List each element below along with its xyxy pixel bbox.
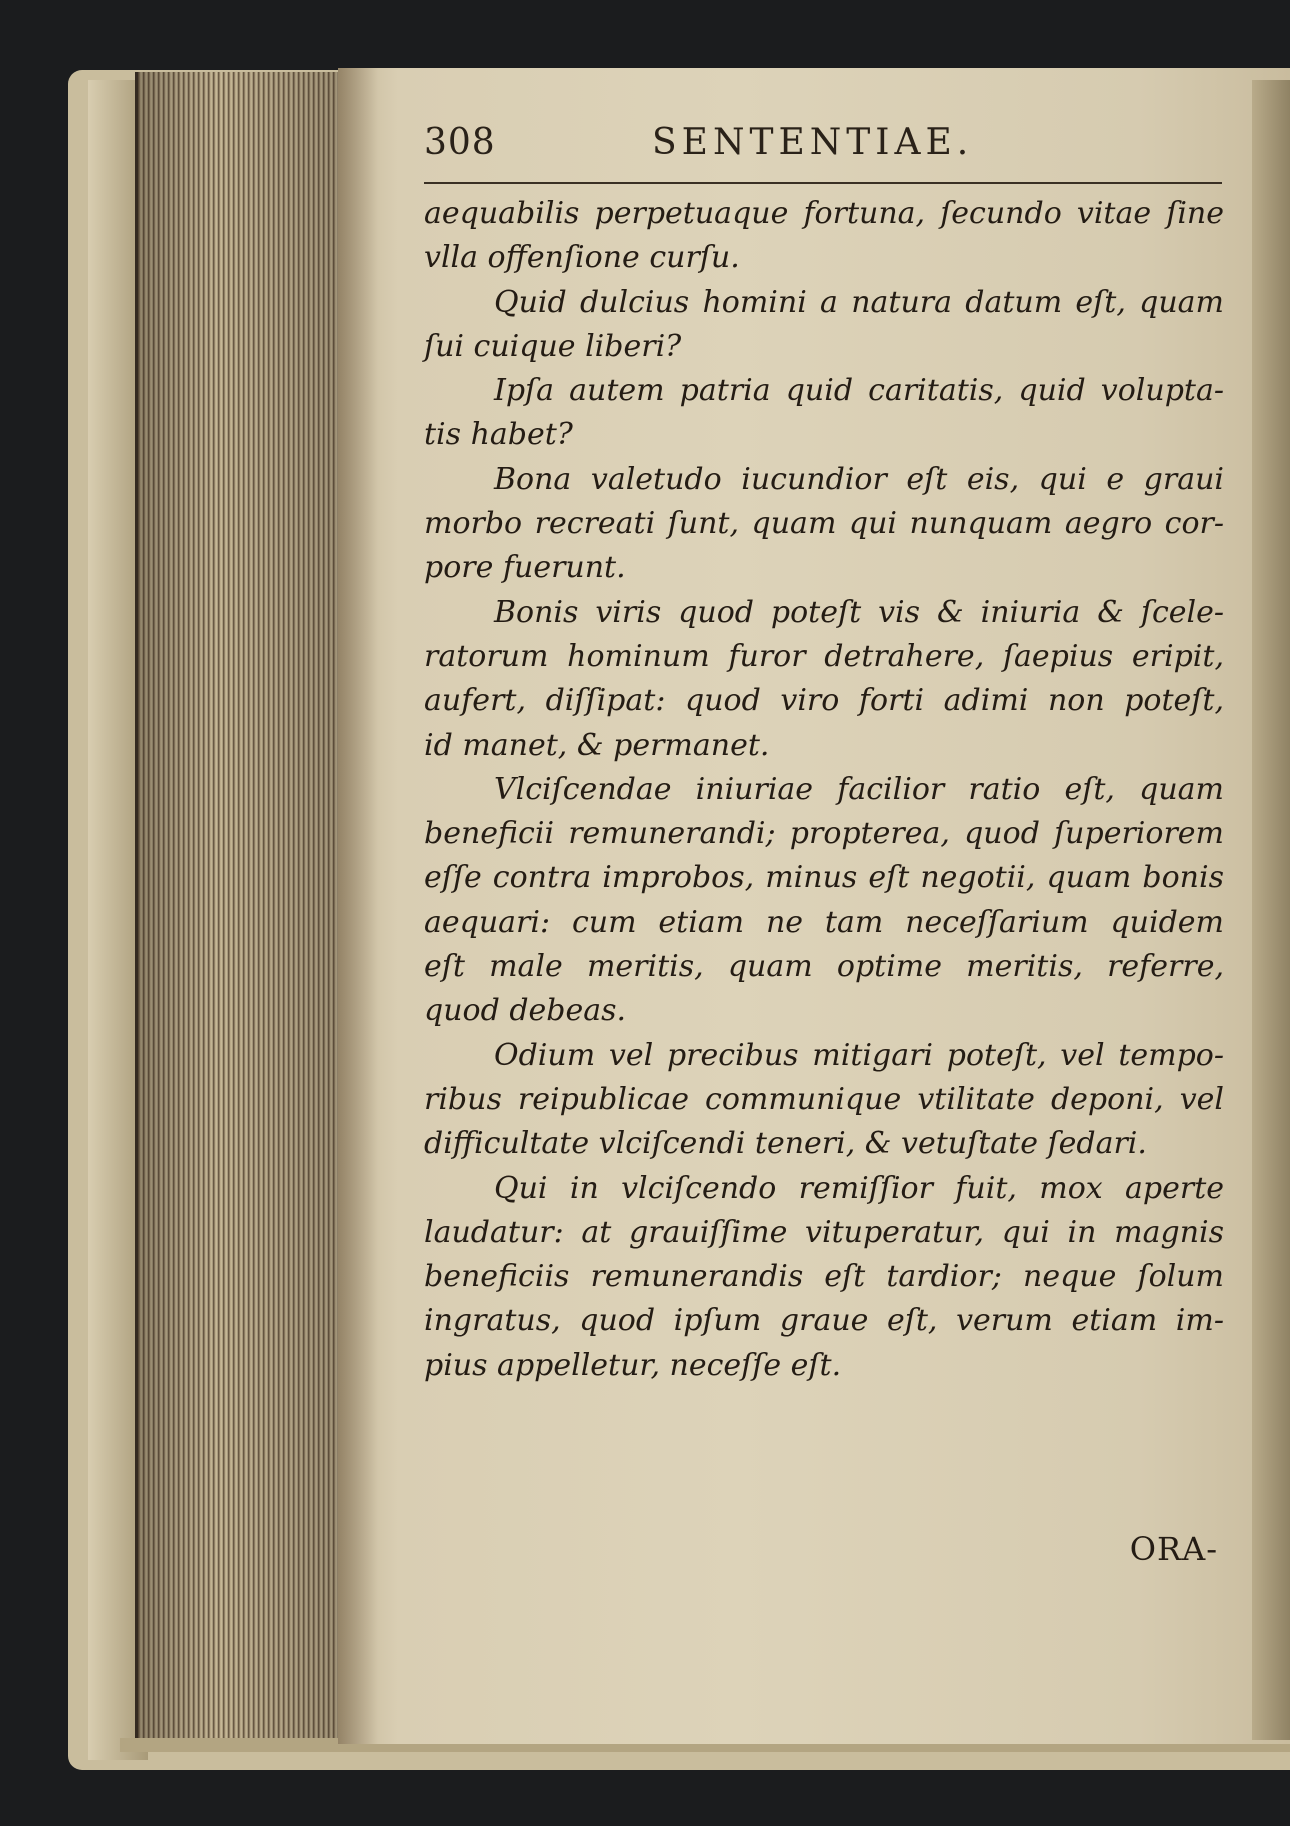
catchword: ORA- [1129, 1530, 1218, 1568]
text-line: ſui cuique liberi? [424, 328, 682, 364]
text-line: beneficiis remunerandis eſt tardior; neque ſolum [424, 1259, 1224, 1295]
gutter-shade [338, 68, 378, 1744]
header-rule [424, 182, 1222, 184]
text-line: difficultate vlciſcendi teneri, & vetuſtate ſedari. [424, 1126, 1147, 1162]
text-line: eſt male meritis, quam optime meritis, referre, [424, 949, 1224, 985]
text-line: ratorum hominum furor detrahere, ſaepius eripit, [424, 638, 1224, 674]
text-line: pore fuerunt. [424, 550, 626, 586]
text-line: Vlciſcendae iniuriae facilior ratio eſt, quam [494, 771, 1224, 807]
page-edges-shade [135, 72, 345, 1740]
text-line: quod debeas. [424, 993, 627, 1029]
text-line: id manet, & permanet. [424, 727, 770, 763]
text-line: eſſe contra improbos, minus eſt negotii, quam bonis [424, 860, 1224, 896]
running-head: SENTENTIAE. [652, 122, 974, 163]
text-line: ingratus, quod ipſum graue eſt, verum etiam im- [424, 1303, 1224, 1339]
text-line: Bonis viris quod poteſt vis & iniuria & ſcele- [494, 594, 1224, 630]
body-text [424, 192, 1224, 1388]
facing-page-edge [1252, 80, 1290, 1740]
text-line: beneficii remunerandi; propterea, quod ſuperiorem [424, 816, 1224, 852]
text-line: aequabilis perpetuaque fortuna, ſecundo vitae ſine [424, 196, 1224, 231]
text-line: aufert, diſſipat: quod viro forti adimi non poteſt, [424, 683, 1224, 719]
text-line: tis habet? [424, 417, 573, 453]
page-number: 308 [424, 122, 496, 163]
text-line: laudatur: at grauiſſime vituperatur, qui in magnis [424, 1214, 1224, 1250]
text-line: pius appelletur, neceſſe eſt. [424, 1347, 842, 1383]
text-line: Ipſa autem patria quid caritatis, quid volupta- [494, 373, 1224, 409]
text-line: morbo recreati ſunt, quam qui nunquam aegro cor- [424, 506, 1224, 542]
text-line: ribus reipublicae communique vtilitate deponi, vel [424, 1081, 1224, 1117]
text-line: Bona valetudo iucundior eſt eis, qui e graui [494, 461, 1224, 497]
text-line: Qui in vlciſcendo remiſſior fuit, mox aperte [494, 1170, 1224, 1206]
text-line: vlla offenſione curſu. [424, 240, 740, 276]
text-line: aequari: cum etiam ne tam neceſſarium quidem [424, 904, 1224, 940]
text-line: Odium vel precibus mitigari poteſt, vel tempo- [494, 1037, 1224, 1073]
text-line: Quid dulcius homini a natura datum eſt, quam [494, 284, 1224, 320]
